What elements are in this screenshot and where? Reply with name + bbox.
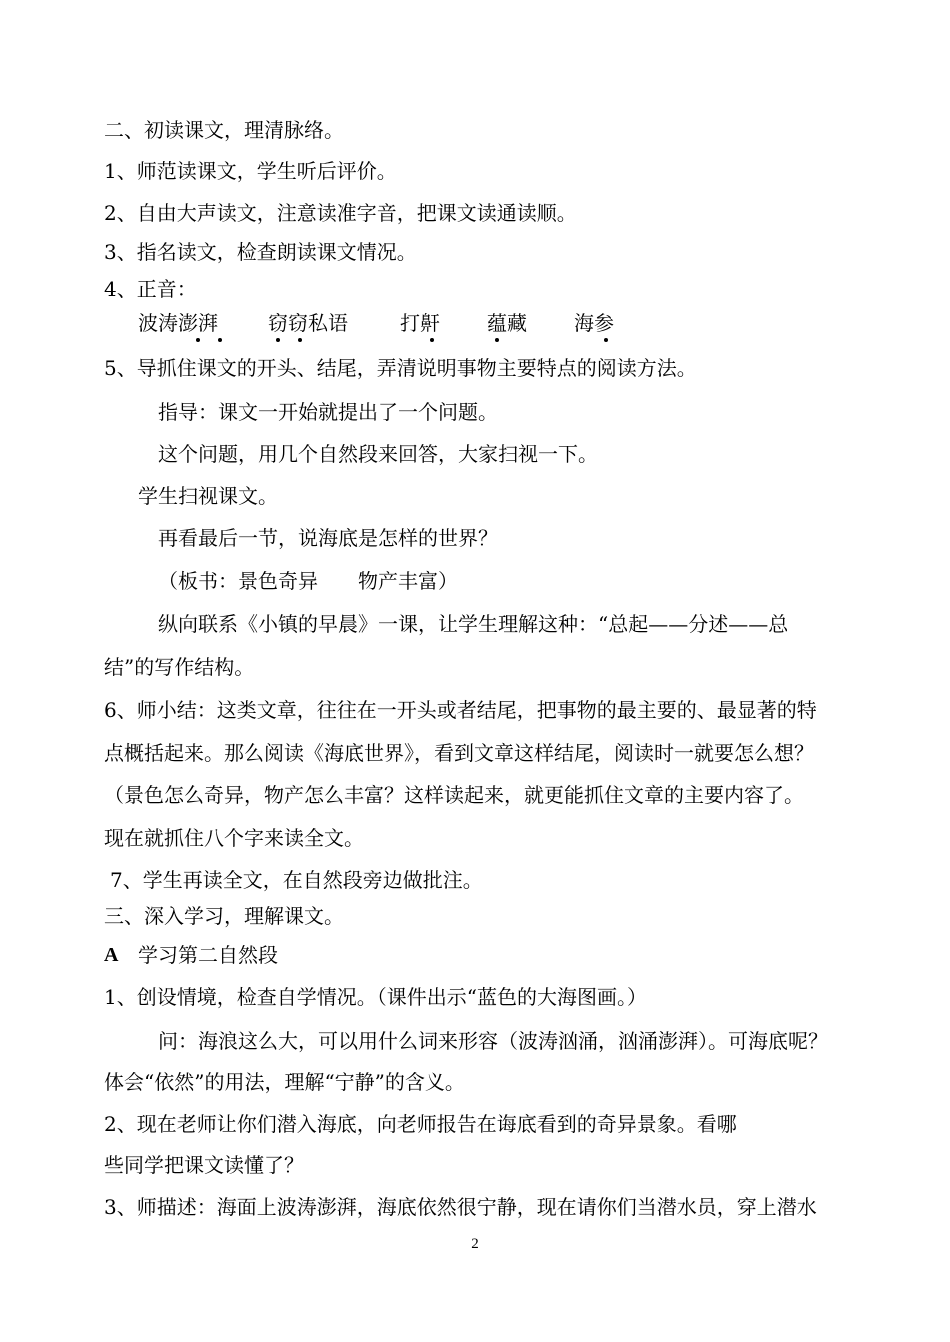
term-item: 打鼾 [400,311,440,335]
activity-3: 3、师描述：海面上波涛澎湃，海底依然很宁静，现在请你们当潜水员，穿上潜水 [104,1195,817,1219]
guidance-line: 纵向联系《小镇的早晨》一课，让学生理解这种：“总起——分述——总 [158,612,789,636]
guidance-line: 结”的写作结构。 [104,655,255,679]
activity-2: 2、现在老师让你们潜入海底，向老师报告在诲底看到的奇异景象。看哪 [104,1112,737,1136]
activity-1: 1、创设情境，检查自学情况。（课件出示“蓝色的大海图画。） [104,985,647,1009]
emphasis-dots [268,338,358,344]
blackboard-note: （板书：景色奇异 物产丰富） [158,569,458,593]
section-a-letter: A [104,944,119,966]
activity-2-cont: 些同学把课文读懂了？ [104,1153,304,1177]
guidance-line: 再看最后一节，说海底是怎样的世界？ [158,526,498,550]
step-4: 4、正音： [104,277,197,301]
term-item: 蕴藏 [487,311,527,335]
step-6: 6、师小结：这类文章，往往在一开头或者结尾，把事物的最主要的、最显著的特 [104,698,817,722]
step-5: 5、导抓住课文的开头、结尾，弄清说明事物主要特点的阅读方法。 [104,356,697,380]
emphasis-dots [487,338,537,344]
guidance-line: 这个问题，用几个自然段来回答，大家扫视一下。 [158,442,598,466]
section-a-title: 学习第二自然段 [138,943,278,967]
question-line: 体会“依然”的用法，理解“宁静”的含义。 [104,1070,465,1094]
step-2: 2、自由大声读文，注意读准字音，把课文读通读顺。 [104,201,577,225]
step-6-cont: 现在就抓住八个字来读全文。 [104,826,364,850]
question-line: 问：海浪这么大，可以用什么词来形容（波涛汹涌，汹涌澎湃）。可海底呢？ [158,1029,828,1053]
step-6-cont: 点概括起来。那么阅读《海底世界》，看到文章这样结尾，阅读时一就要怎么想？ [104,741,814,765]
emphasis-dots [138,338,228,344]
section-heading-3: 三、深入学习，理解课文。 [104,904,344,928]
emphasis-dots [400,338,450,344]
step-1: 1、师范读课文，学生听后评价。 [104,159,397,183]
step-7: 7、学生再读全文，在自然段旁边做批注。 [110,868,483,892]
guidance-line: 指导：课文一开始就提出了一个问题。 [158,400,498,424]
term-item: 海参 [574,311,614,335]
term-item: 窃窃私语 [268,311,348,335]
guidance-line: 学生扫视课文。 [138,484,278,508]
section-heading-2: 二、初读课文，理清脉络。 [104,118,344,142]
emphasis-dots [574,338,624,344]
step-3: 3、指名读文，检查朗读课文情况。 [104,240,417,264]
page-number: 2 [471,1236,479,1252]
term-item: 波涛澎湃 [138,311,218,335]
step-6-cont: （景色怎么奇异，物产怎么丰富？这样读起来，就更能抓住文章的主要内容了。 [104,783,804,807]
